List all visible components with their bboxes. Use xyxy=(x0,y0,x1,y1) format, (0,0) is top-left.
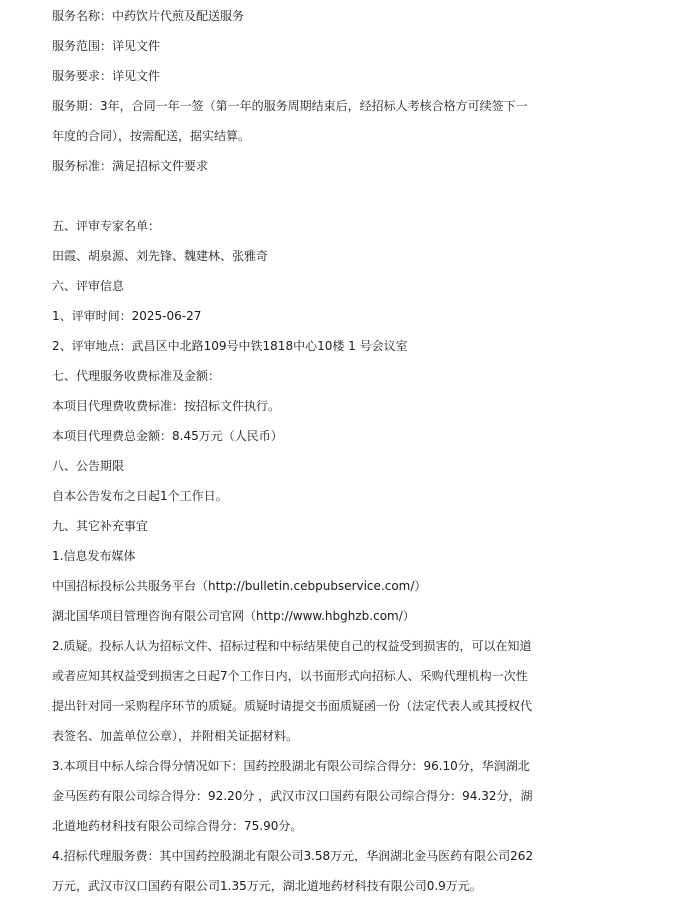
scores-line-3: 北道地药材科技有限公司综合得分：75.90分。 xyxy=(52,819,303,833)
service-fee-line-2: 万元，武汉市汉口国药有限公司1.35万元，湖北道地药材科技有限公司0.9万元。 xyxy=(52,879,482,893)
section8-heading: 八、公告期限 xyxy=(52,459,125,473)
challenge-line-4: 表签名、加盖单位公章），并附相关证据材料。 xyxy=(52,729,299,743)
section7-heading: 七、代理服务收费标准及金额： xyxy=(52,369,221,383)
challenge-line-3: 提出针对同一采购程序环节的质疑。质疑时请提交书面质疑函一份（法定代表人或其授权代 xyxy=(52,699,533,713)
media-link-hbghzb[interactable]: 湖北国华项目管理咨询有限公司官网（http://www.hbghzb.com/） xyxy=(52,609,415,623)
review-place: 2、评审地点：武昌区中北路109号中铁1818中心10楼 1 号会议室 xyxy=(52,339,408,353)
media-title: 1.信息发布媒体 xyxy=(52,549,136,563)
service-standard: 服务标准：满足招标文件要求 xyxy=(52,159,209,173)
service-scope: 服务范围：详见文件 xyxy=(52,39,161,53)
service-name: 服务名称：中药饮片代煎及配送服务 xyxy=(52,9,245,23)
service-requirements: 服务要求：详见文件 xyxy=(52,69,161,83)
section9-heading: 九、其它补充事宜 xyxy=(52,519,149,533)
scores-line-1: 3.本项目中标人综合得分情况如下：国药控股湖北有限公司综合得分：96.10分，华润湖北 xyxy=(52,759,530,773)
review-time: 1、评审时间：2025-06-27 xyxy=(52,309,202,323)
expert-list: 田霞、胡泉源、刘先锋、魏建林、张雅奇 xyxy=(52,249,269,263)
challenge-line-2: 或者应知其权益受到损害之日起7个工作日内，以书面形式向招标人、采购代理机构一次性 xyxy=(52,669,528,683)
media-link-cebpub[interactable]: 中国招标投标公共服务平台（http://bulletin.cebpubservice.com/） xyxy=(52,579,427,593)
section5-heading: 五、评审专家名单： xyxy=(52,219,161,233)
agency-fee-standard: 本项目代理费收费标准：按招标文件执行。 xyxy=(52,399,281,413)
challenge-line-1: 2.质疑。投标人认为招标文件、招标过程和中标结果使自己的权益受到损害的，可以在知道 xyxy=(52,639,532,653)
section6-heading: 六、评审信息 xyxy=(52,279,125,293)
service-fee-line-1: 4.招标代理服务费：其中国药控股湖北有限公司3.58万元，华润湖北金马医药有限公司262 xyxy=(52,849,534,863)
agency-fee-amount: 本项目代理费总金额：8.45万元（人民币） xyxy=(52,429,283,443)
service-period-line2: 年度的合同），按需配送，据实结算。 xyxy=(52,129,251,143)
scores-line-2: 金马医药有限公司综合得分：92.20分 ，武汉市汉口国药有限公司综合得分：94.32分，湖 xyxy=(52,789,533,803)
notice-period-text: 自本公告发布之日起1个工作日。 xyxy=(52,489,228,503)
service-period-line1: 服务期：3年，合同一年一签（第一年的服务周期结束后，经招标人考核合格方可续签下一 xyxy=(52,99,528,113)
